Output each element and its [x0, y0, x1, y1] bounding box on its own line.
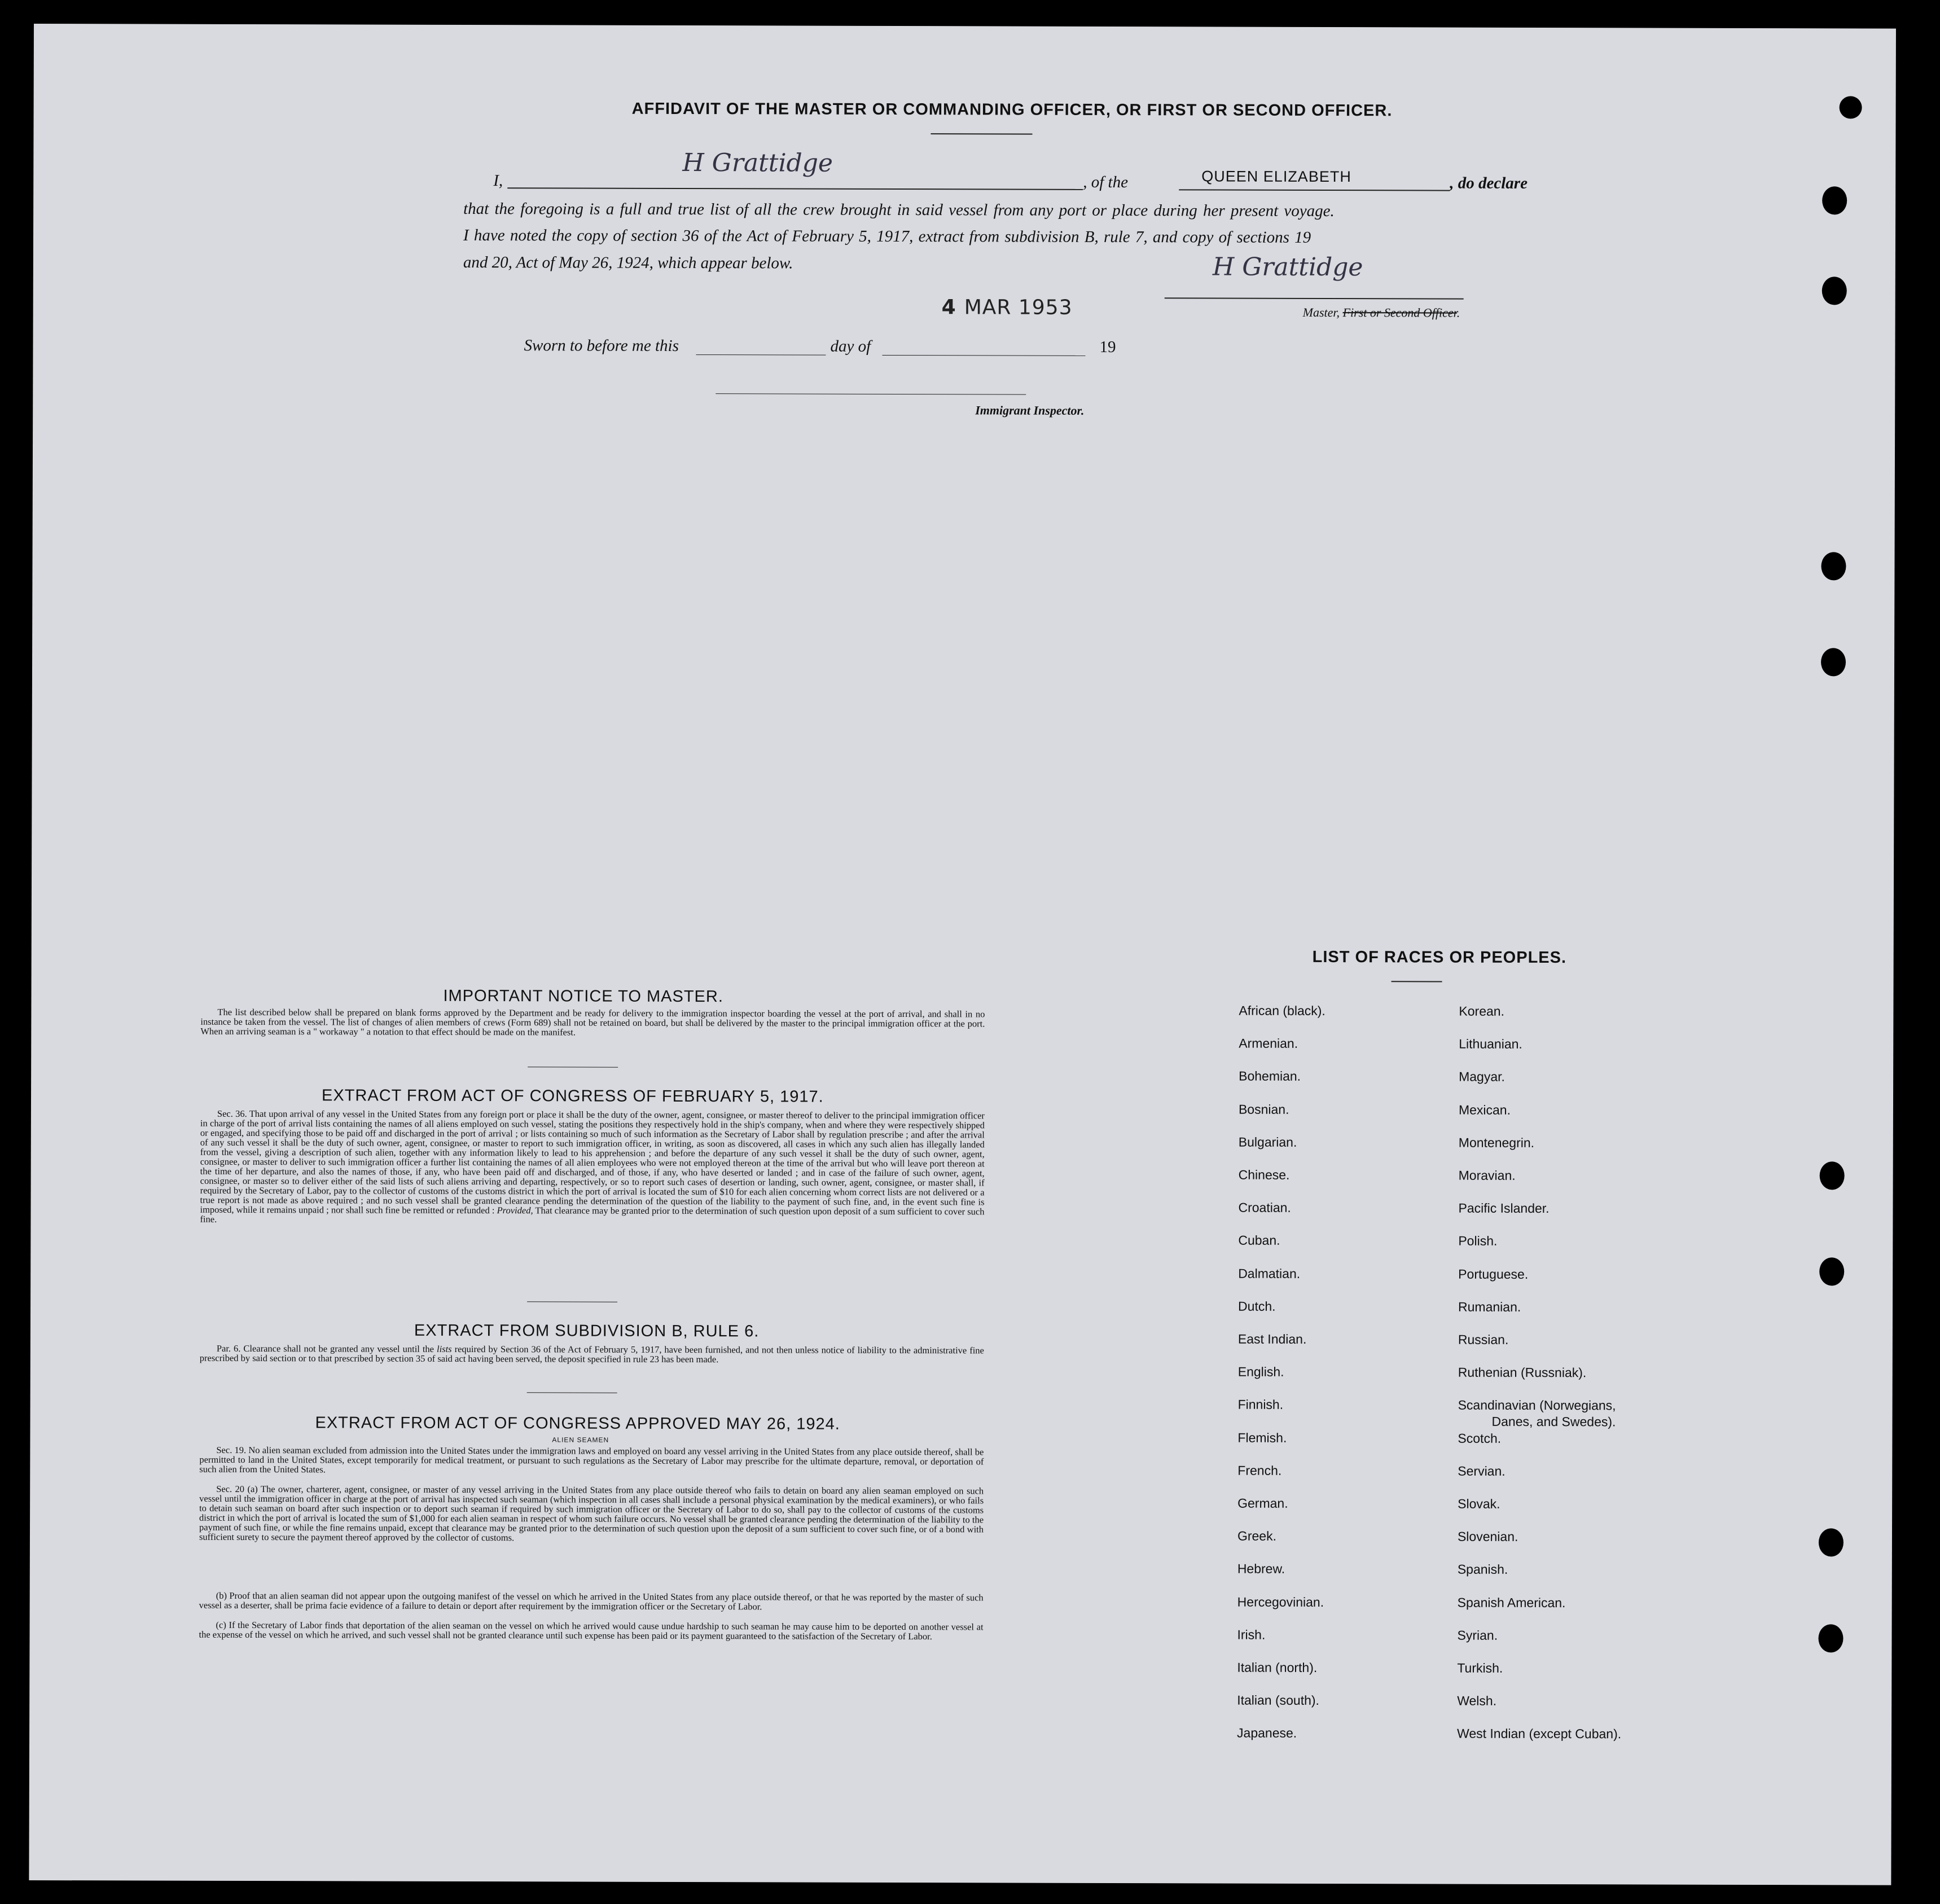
right-race-item: Korean.	[1459, 1003, 1505, 1019]
left-race-item: Italian (south).	[1237, 1692, 1320, 1708]
extract-1917-text-end: That clearance may be granted prior to the determination of such question upon deposit of a sum sufficient to cover such fine.	[200, 1205, 985, 1225]
affidavit-title: AFFIDAVIT OF THE MASTER OR COMMANDING OFFICER, OR FIRST OR SECOND OFFICER.	[631, 99, 1393, 120]
sworn-prefix: Sworn to before me this	[524, 336, 679, 355]
left-race-item: Bohemian.	[1239, 1068, 1301, 1084]
affidavit-line-2: that the foregoing is a full and true list of all the crew brought in said vessel from any port or place during her present voyage.	[463, 199, 1335, 221]
master-signature: H Grattidge	[1212, 252, 1363, 282]
right-race-item: Spanish American.	[1457, 1595, 1566, 1610]
master-signature-line	[1165, 297, 1464, 299]
inspector-label: Immigrant Inspector.	[975, 403, 1085, 418]
races-title: LIST OF RACES OR PEOPLES.	[1312, 947, 1567, 967]
left-race-item: Dalmatian.	[1238, 1266, 1301, 1281]
left-race-item: Cuban.	[1238, 1232, 1280, 1248]
left-race-item: East Indian.	[1237, 1331, 1307, 1346]
affidavit-line-4: and 20, Act of May 26, 1924, which appear below.	[463, 253, 793, 273]
notice-body: The list described below shall be prepared on blank forms approved by the Department and be ready for delivery to the immigration inspector boarding the vessel at the port of arrival, and shall in no instance be taken from the vessel. The list of changes of alien members of crews (Form 689) shall not be retained on board, but shall be delivered by the master to the principal immigration officer at the port. When an arriving seaman is a " workaway " a notation to that effect should be made on the manifest.	[200, 1006, 985, 1038]
punch-hole	[1819, 1257, 1844, 1286]
vessel-line	[1179, 189, 1450, 191]
right-race-item: Servian.	[1458, 1463, 1506, 1479]
do-declare-label: , do declare	[1450, 174, 1528, 192]
right-race-item: Magyar.	[1459, 1069, 1505, 1085]
left-race-item: English.	[1237, 1364, 1284, 1379]
left-race-item: Finnish.	[1237, 1397, 1284, 1412]
right-race-item: Mexican.	[1458, 1102, 1511, 1117]
of-the-label: , of the	[1083, 173, 1129, 192]
left-race-item: Dutch.	[1238, 1298, 1276, 1314]
punch-hole	[1821, 648, 1846, 676]
subdivision-title: EXTRACT FROM SUBDIVISION B, RULE 6.	[414, 1321, 760, 1341]
left-race-item: Flemish.	[1237, 1430, 1287, 1445]
sec-19: Sec. 19. No alien seaman excluded from admission into the United States under the immigration laws and employed on board any vessel arriving in the United States from any place outside thereof, shall be permitted to land in the United States, except temporarily for medical treatment, or pursuant to such regulations as the Secretary of Labor may prescribe for the ultimate departure, removal, or deportation of such alien from the United States.	[199, 1444, 984, 1475]
left-race-item: African (black).	[1239, 1003, 1325, 1018]
right-race-item: Moravian.	[1458, 1168, 1516, 1183]
punch-hole	[1822, 186, 1847, 214]
left-race-item: Bulgarian.	[1238, 1134, 1297, 1150]
left-race-item: French.	[1237, 1463, 1282, 1478]
right-race-item: West Indian (except Cuban).	[1457, 1726, 1622, 1741]
vessel-name: QUEEN ELIZABETH	[1201, 168, 1351, 186]
master-label: Master,	[1302, 305, 1340, 320]
left-race-item: Bosnian.	[1238, 1102, 1289, 1117]
sworn-day-line	[696, 354, 826, 356]
extract-1917-divider	[527, 1301, 617, 1302]
subdivision-divider	[527, 1392, 617, 1393]
races-underline	[1392, 981, 1442, 982]
right-race-item: Polish.	[1458, 1234, 1498, 1249]
right-race-item: Syrian.	[1457, 1627, 1498, 1643]
left-race-item: Japanese.	[1237, 1725, 1297, 1741]
date-stamp	[942, 296, 1073, 319]
punch-hole	[1821, 552, 1846, 580]
punch-hole	[1822, 277, 1847, 305]
date-stamp-month-year: MAR 1953	[964, 296, 1073, 319]
right-race-item: Ruthenian (Russniak).	[1458, 1365, 1587, 1380]
punch-hole	[1840, 96, 1862, 119]
left-race-item: Greek.	[1237, 1528, 1277, 1543]
sworn-month-line	[882, 355, 1085, 356]
lists-word: lists	[436, 1343, 452, 1354]
provided-word: Provided,	[497, 1205, 533, 1216]
subdivision-body	[200, 1344, 984, 1365]
alien-seamen-subhead: ALIEN SEAMEN	[552, 1436, 609, 1444]
left-race-item: Armenian.	[1239, 1036, 1298, 1051]
left-race-item: Italian (north).	[1237, 1660, 1318, 1675]
i-label: I,	[493, 172, 503, 190]
right-race-item: Pacific Islander.	[1458, 1200, 1550, 1216]
sworn-year: 19	[1099, 337, 1116, 357]
extract-1924-title: EXTRACT FROM ACT OF CONGRESS APPROVED MAY 26, 1924.	[315, 1414, 840, 1433]
sec-20b: (b) Proof that an alien seaman did not appear upon the outgoing manifest of the vessel on which he arrived in the United States from any place outside thereof, or that he was reported by the master of such vessel as a deserter, shall be prima facie evidence of a failure to detain or deport after requirement by the immigration officer or the Secretary of Labor.	[199, 1590, 984, 1612]
right-race-item: Slovenian.	[1457, 1529, 1518, 1545]
extract-1917-body	[200, 1109, 985, 1226]
title-underline	[931, 133, 1032, 134]
name-line	[507, 187, 1083, 190]
right-race-item: Rumanian.	[1458, 1299, 1521, 1314]
punch-hole	[1819, 1528, 1844, 1556]
extract-1917-text: Sec. 36. That upon arrival of any vessel in the United States from any foreign port or place it shall be the duty of the owner, agent, consignee, or master thereof to deliver to the principal immigration officer in charge of the port of arrival lists containing the names of all aliens employed on such vessel, stating the positions they respectively hold in the ship's company, when and where they were respectively shipped or engaged, and specifying those to be paid off and discharged in the port of arrival ; or lists containing so much of such information as the Secretary of Labor shall by regulation prescribe ; and after the arrival of any such vessel it shall be the duty of such owner, agent, consignee, or master to report to such immigration officer, in writing, as soon as discovered, all cases in which any such alien has illegally landed from the vessel, giving a description of such alien, together with any information likely to lead to his apprehension ; and before the departure of any such vessel it shall be the duty of such owner, agent, consignee, or master to deliver to such immigration officer a further list containing the names of all alien employees who were not employed thereon at the time of the arrival but who will leave port thereon at the time of her departure, and also the names of those, if any, who have been paid off and discharged, and of those, if any, who have deserted or landed ; and in case of the failure of such owner, agent, consignee, or master so to deliver either of the said lists of such aliens arriving and departing, respectively, or so to report such cases of desertion or landing, such owner, agent, consignee, or master shall, if required by the Secretary of Labor, pay to the collector of customs of the customs district in which the port of arrival is located the sum of $10 for each alien concerning whom correct lists are not delivered or a true report is not made as above required ; and no such vessel shall be granted clearance pending the determination of the question of the liability to the payment of such fine, and, in the event such fine is imposed, while it remains unpaid ; nor shall such fine be remitted or refunded :	[200, 1108, 985, 1216]
right-race-item: Spanish.	[1457, 1562, 1508, 1577]
punch-hole	[1818, 1624, 1843, 1652]
left-race-item: Hercegovinian.	[1237, 1594, 1324, 1609]
subdivision-text-end: required by Section 36 of the Act of February 5, 1917, have been furnished, and not then unless notice of liability to the administrative fine prescribed by said section or to that prescribed by section 35 of said act having been served, the deposit specified in rule 23 has been made.	[199, 1343, 984, 1365]
notice-title: IMPORTANT NOTICE TO MASTER.	[443, 986, 723, 1006]
officer-signature-name: H Grattidge	[682, 148, 833, 178]
subdivision-text: Par. 6. Clearance shall not be granted any vessel until the	[216, 1343, 434, 1354]
inspector-line	[716, 393, 1026, 394]
left-race-item: Hebrew.	[1237, 1561, 1285, 1577]
left-race-item: Croatian.	[1238, 1200, 1291, 1216]
right-race-item: Turkish.	[1457, 1660, 1503, 1675]
right-race-item: Portuguese.	[1458, 1266, 1529, 1282]
sec-20a: Sec. 20 (a) The owner, charterer, agent, consignee, or master of any vessel arriving in the United States from any place outside thereof who fails to detain on board any alien seaman employed on such vessel until the immigration officer in charge at the port of arrival has inspected such seaman (which inspection in all cases shall include a personal physical examination by the medical examiners), or who fails to detain such seaman on board after such inspection or to deport such seaman if required by such immigration officer or the Secretary of Labor to do so, shall pay to the collector of customs of the customs district in which the port of arrival is located the sum of $1,000 for each alien seaman in respect of whom such failure occurs. No vessel shall be granted clearance pending the determination of the liability to the payment of such fine, or while the fine remains unpaid, except that clearance may be granted prior to the determination of such question upon the deposit of a sum sufficient to cover such fine, or of a bond with sufficient surety to secure the payment thereof approved by the collector of customs.	[199, 1483, 984, 1543]
date-stamp-day: 4	[941, 296, 956, 319]
right-race-item: Russian.	[1458, 1332, 1509, 1347]
right-race-item: Welsh.	[1457, 1693, 1497, 1708]
right-race-item: Montenegrin.	[1458, 1135, 1535, 1150]
manifest-page	[29, 24, 1896, 1885]
right-race-item: Scotch.	[1458, 1431, 1502, 1446]
right-race-item: Scandinavian (Norwegians,	[1458, 1398, 1616, 1413]
right-race-item: Slovak.	[1458, 1496, 1500, 1511]
sec-20c: (c) If the Secretary of Labor finds that deportation of the alien seaman on the vessel on which he arrived would cause undue hardship to such seaman he may cause him to be deported on another vessel at the expense of the vessel on which he arrived, and such vessel shall not be granted clearance until such expense has been paid or its payment guaranteed to the satisfaction of the Secretary of Labor.	[199, 1619, 984, 1642]
race-scandinavian-continued: Danes, and Swedes).	[1491, 1414, 1616, 1429]
left-race-item: Chinese.	[1238, 1167, 1290, 1182]
affidavit-line-3: I have noted the copy of section 36 of the Act of February 5, 1917, extract from subdivision B, rule 7, and copy of sections 19	[463, 226, 1311, 247]
sworn-day-of: day of	[830, 337, 871, 356]
master-label-row: Master, First or Second Officer.	[1302, 305, 1460, 320]
left-race-item: German.	[1237, 1495, 1288, 1511]
right-race-item: Lithuanian.	[1459, 1036, 1522, 1052]
extract-1917-title: EXTRACT FROM ACT OF CONGRESS OF FEBRUARY 5, 1917.	[321, 1086, 824, 1106]
struck-officer-label: First or Second Officer	[1342, 305, 1457, 320]
left-race-item: Irish.	[1237, 1627, 1266, 1642]
punch-hole	[1820, 1161, 1845, 1190]
